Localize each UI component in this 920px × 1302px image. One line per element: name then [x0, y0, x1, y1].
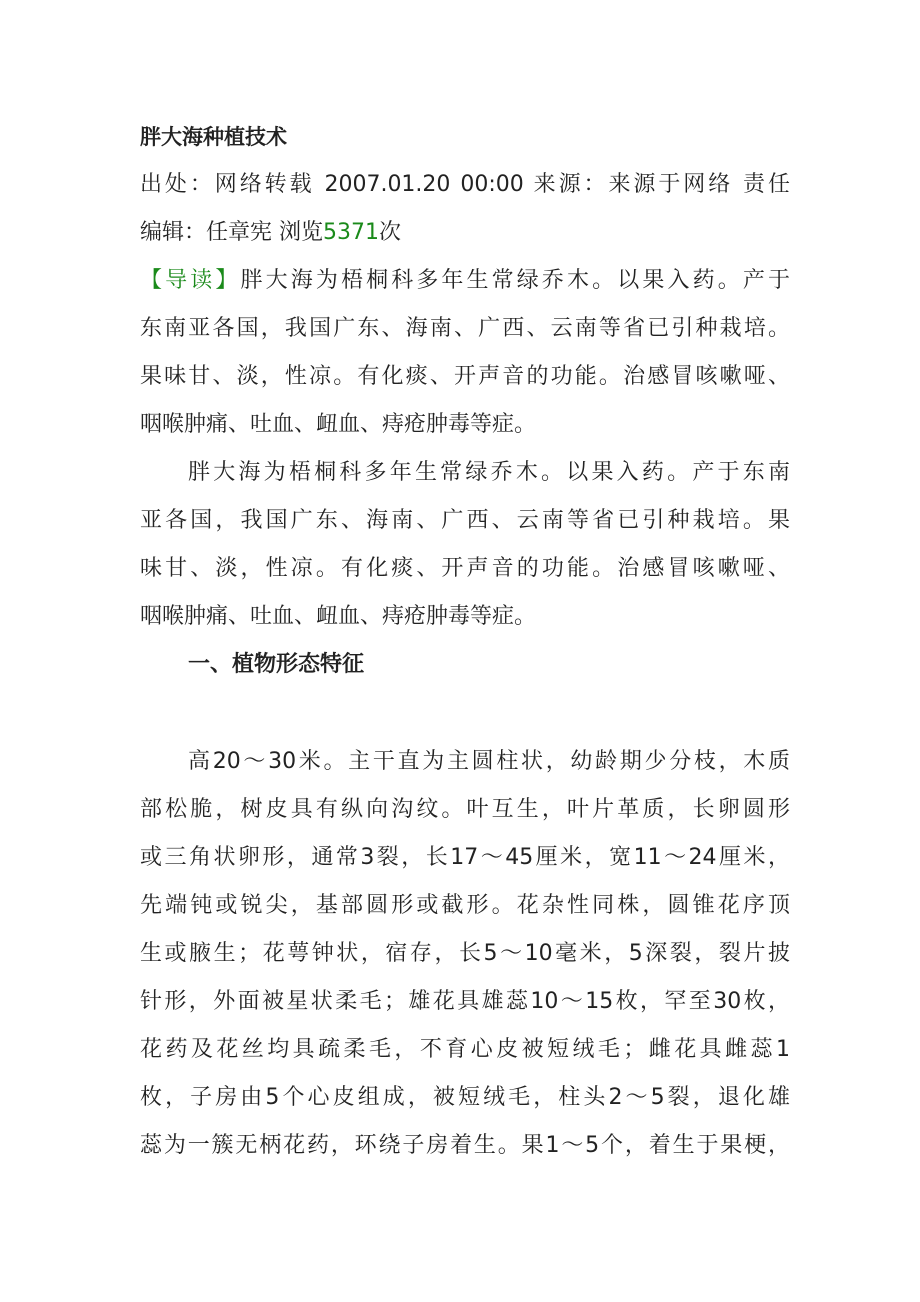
- section-heading: 一、植物形态特征: [188, 652, 365, 677]
- paragraph-line: 高20～30米。主干直为主圆柱状，幼龄期少分枝，木质: [188, 749, 790, 774]
- paragraph-line: 枚，子房由5个心皮组成，被短绒毛，柱头2～5裂，退化雄: [140, 1085, 790, 1110]
- intro-label: 【导读】: [140, 268, 241, 293]
- meta-editor: 编辑：任章宪 浏览: [140, 220, 323, 245]
- paragraph-line: 部松脆，树皮具有纵向沟纹。叶互生，叶片革质，长卵圆形: [140, 797, 790, 822]
- meta-suffix: 次: [379, 220, 402, 245]
- paragraph-line: 生或腋生；花萼钟状，宿存，长5～10毫米，5深裂，裂片披: [140, 941, 790, 966]
- article-title: 胖大海种植技术: [140, 125, 287, 149]
- intro-line: 咽喉肿痛、吐血、衄血、痔疮肿毒等症。: [140, 412, 537, 437]
- article-meta-line1: 出处：网络转载 2007.01.20 00:00 来源：来源于网络 责任: [140, 172, 790, 197]
- paragraph-line: 先端钝或锐尖，基部圆形或截形。花杂性同株，圆锥花序顶: [140, 893, 790, 918]
- view-count: 5371: [323, 220, 379, 245]
- intro-line: 东南亚各国，我国广东、海南、广西、云南等省已引种栽培。: [140, 316, 790, 341]
- paragraph-line: 味甘、淡，性凉。有化痰、开声音的功能。治感冒咳嗽哑、: [140, 556, 790, 581]
- paragraph-line: 亚各国，我国广东、海南、广西、云南等省已引种栽培。果: [140, 508, 790, 533]
- paragraph-line: 蕊为一簇无柄花药，环绕子房着生。果1～5个，着生于果梗，: [140, 1133, 790, 1158]
- paragraph-line: 针形，外面被星状柔毛；雄花具雄蕊10～15枚，罕至30枚，: [140, 989, 790, 1014]
- intro-line: [140, 262, 790, 310]
- paragraph-line: 或三角状卵形，通常3裂，长17～45厘米，宽11～24厘米，: [140, 845, 790, 870]
- document-page: [140, 118, 790, 1175]
- intro-line: 果味甘、淡，性凉。有化痰、开声音的功能。治感冒咳嗽哑、: [140, 364, 790, 389]
- article-meta-line2: [140, 214, 790, 262]
- paragraph-line: 胖大海为梧桐科多年生常绿乔木。以果入药。产于东南: [188, 460, 790, 485]
- paragraph-line: 花药及花丝均具疏柔毛，不育心皮被短绒毛；雌花具雌蕊1: [140, 1037, 790, 1062]
- intro-text: 胖大海为梧桐科多年生常绿乔木。以果入药。产于: [240, 268, 790, 293]
- paragraph-line: 咽喉肿痛、吐血、衄血、痔疮肿毒等症。: [140, 604, 537, 629]
